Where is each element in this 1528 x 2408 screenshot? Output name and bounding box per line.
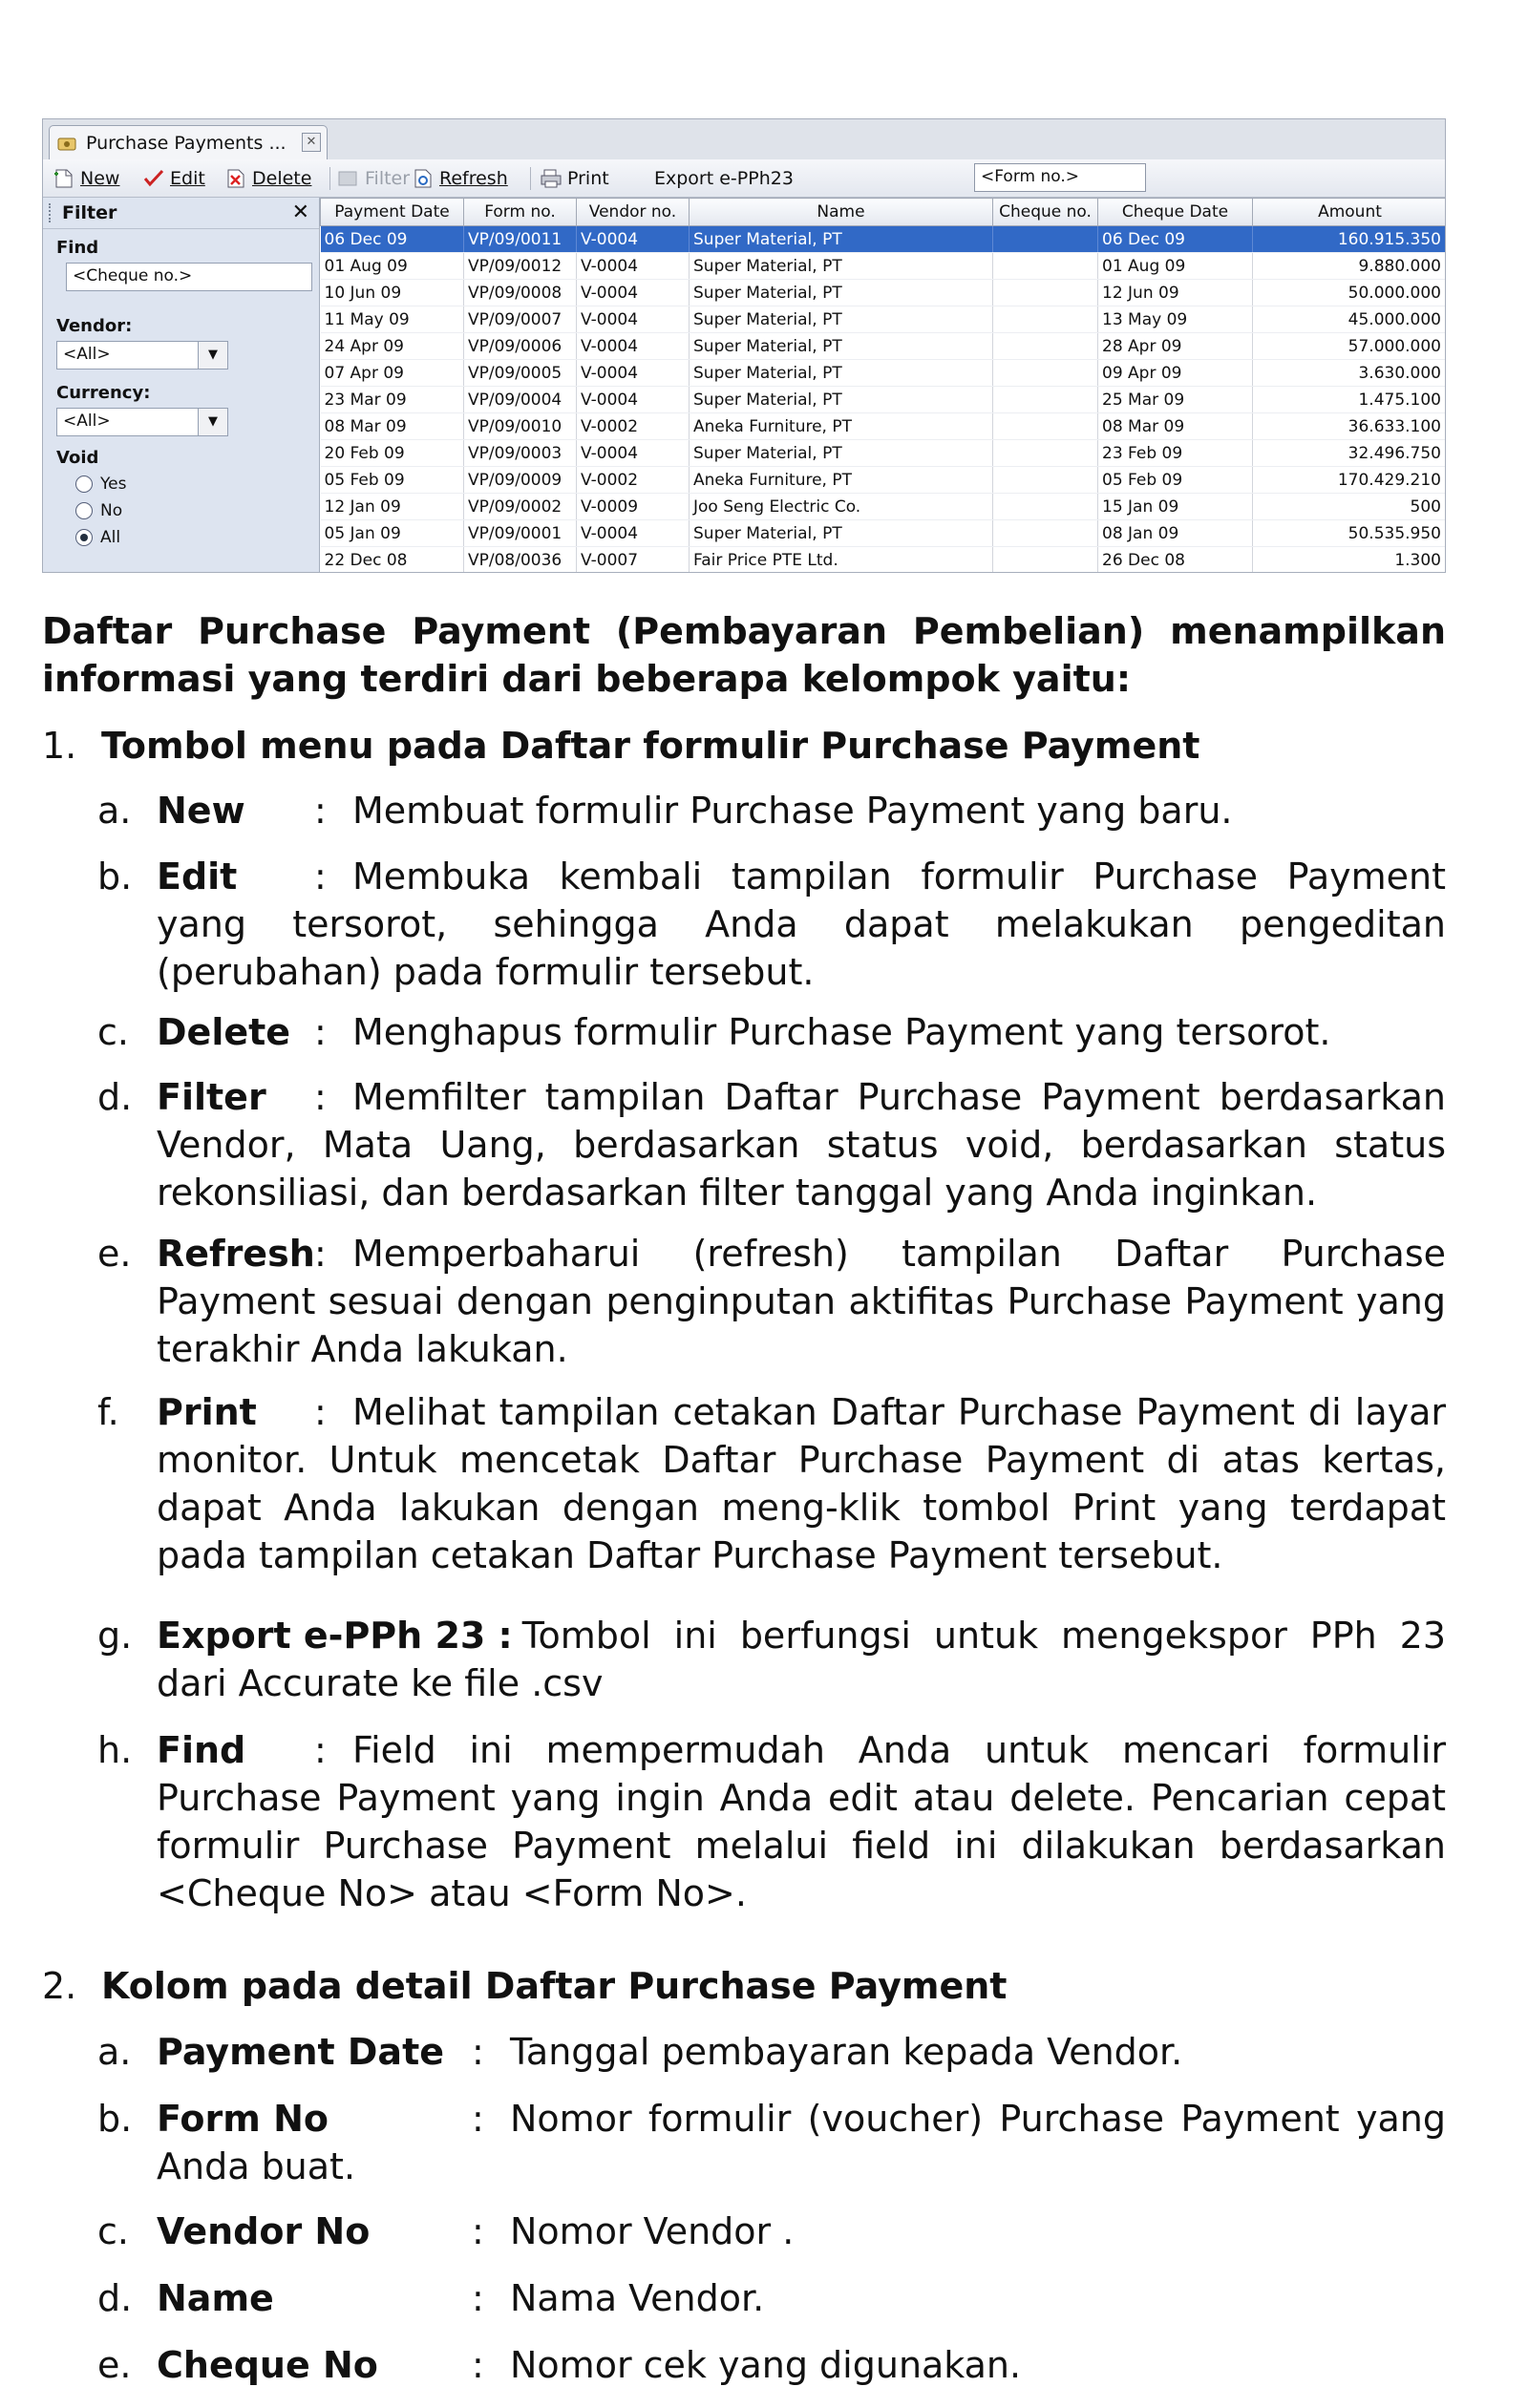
item-term: New [157, 790, 245, 832]
payment-date-cell: 08 Mar 09 [321, 413, 464, 440]
item-letter: g. [97, 1615, 133, 1657]
item-letter: f. [97, 1391, 119, 1433]
form-no-cell: VP/09/0003 [464, 440, 577, 467]
filter-panel [43, 198, 320, 573]
vendor-no-cell: V-0004 [577, 360, 690, 387]
find-label: Find [56, 238, 99, 258]
item-description: Nomor cek yang digunakan. [510, 2344, 1022, 2386]
cheque-date-cell: 08 Jan 09 [1098, 520, 1253, 547]
cheque-no-cell [993, 467, 1098, 494]
name-cell: Super Material, PT [690, 440, 993, 467]
cheque-no-cell [993, 360, 1098, 387]
cheque-no-cell [993, 494, 1098, 520]
table-row[interactable] [321, 253, 1447, 280]
payment-date-cell: 05 Jan 09 [321, 520, 464, 547]
form-no-cell: VP/08/0036 [464, 547, 577, 574]
vendor-no-cell: V-0004 [577, 440, 690, 467]
new-button[interactable] [53, 165, 119, 192]
cheque-date-cell: 26 Dec 08 [1098, 547, 1253, 574]
colon: : [472, 2210, 484, 2252]
filter-button[interactable] [337, 165, 410, 192]
colon: : [314, 1076, 327, 1118]
vendor-no-cell: V-0004 [577, 387, 690, 413]
form-no-cell: VP/09/0007 [464, 306, 577, 333]
name-cell: Aneka Furniture, PT [690, 413, 993, 440]
vendor-value: <All> [63, 345, 111, 364]
vendor-no-cell: V-0009 [577, 494, 690, 520]
void-option-label: No [100, 501, 123, 520]
name-cell: Super Material, PT [690, 226, 993, 253]
find-placeholder: <Cheque no.> [73, 266, 193, 285]
filter-title: Filter [62, 202, 117, 223]
colon: : [472, 2344, 484, 2386]
payment-date-cell: 05 Feb 09 [321, 467, 464, 494]
form-no-search-input[interactable] [974, 163, 1146, 192]
cheque-no-cell [993, 333, 1098, 360]
column-header-vendor-no[interactable]: Vendor no. [577, 199, 690, 226]
column-header-name[interactable]: Name [690, 199, 993, 226]
item-term: Refresh [157, 1233, 315, 1275]
print-label: Print [567, 168, 609, 189]
cheque-date-cell: 28 Apr 09 [1098, 333, 1253, 360]
item-description: Nomor formulir (voucher) Purchase Payment yang Anda buat. [157, 2098, 1446, 2187]
intro-paragraph: Daftar Purchase Payment (Pembayaran Pembelian) menampilkan informasi yang terdiri dari beberapa kelompok yaitu: [42, 610, 1446, 700]
print-button[interactable] [540, 165, 609, 192]
currency-label: Currency: [56, 383, 151, 403]
edit-icon [142, 168, 165, 189]
colon: : [314, 855, 327, 898]
table-row[interactable] [321, 280, 1447, 306]
item-letter: d. [97, 1076, 133, 1118]
payment-date-cell: 01 Aug 09 [321, 253, 464, 280]
cheque-date-cell: 06 Dec 09 [1098, 226, 1253, 253]
payment-date-cell: 24 Apr 09 [321, 333, 464, 360]
toolbar-separator [530, 167, 531, 190]
item-description: Membuka kembali tampilan formulir Purchase Payment yang tersorot, sehingga Anda dapat melakukan pengeditan (perubahan) pada formulir tersebut. [157, 855, 1446, 993]
new-label: New [80, 168, 120, 189]
item-term: Payment Date [157, 2031, 445, 2073]
item-description: Menghapus formulir Purchase Payment yang tersorot. [352, 1011, 1331, 1053]
payments-icon [55, 133, 80, 154]
item-description: Memfilter tampilan Daftar Purchase Payment berdasarkan Vendor, Mata Uang, berdasarkan status void, berdasarkan status rekonsiliasi, dan berdasarkan filter tanggal yang Anda inginkan. [157, 1076, 1446, 1214]
colon: : [314, 1729, 327, 1771]
export-label: Export e-PPh23 [654, 168, 794, 189]
delete-button[interactable] [224, 165, 311, 192]
cheque-no-find-input[interactable] [66, 263, 312, 291]
table-row[interactable] [321, 520, 1447, 547]
item-description: Nomor Vendor . [510, 2210, 795, 2252]
amount-cell: 36.633.100 [1253, 413, 1447, 440]
purchase-payment-grid [320, 198, 1446, 573]
vendor-no-cell: V-0004 [577, 306, 690, 333]
filter-icon [337, 168, 360, 189]
payment-date-cell: 22 Dec 08 [321, 547, 464, 574]
grip-icon[interactable] [49, 203, 54, 222]
name-cell: Aneka Furniture, PT [690, 467, 993, 494]
refresh-button[interactable] [412, 165, 508, 192]
form-no-cell: VP/09/0009 [464, 467, 577, 494]
table-row[interactable] [321, 413, 1447, 440]
edit-button[interactable] [142, 165, 205, 192]
section-number: 1. [42, 725, 77, 767]
name-cell: Super Material, PT [690, 253, 993, 280]
cheque-no-cell [993, 413, 1098, 440]
edit-label: Edit [170, 168, 205, 189]
item-term: Form No [157, 2098, 329, 2140]
item-description: Tombol ini berfungsi untuk mengekspor PPh 23 dari Accurate ke file .csv [157, 1615, 1446, 1704]
column-header-form-no[interactable]: Form no. [464, 199, 577, 226]
table-row[interactable] [321, 360, 1447, 387]
name-cell: Super Material, PT [690, 387, 993, 413]
filter-panel-header [43, 198, 319, 229]
form-no-placeholder: <Form no.> [981, 167, 1079, 186]
cheque-no-cell [993, 226, 1098, 253]
form-no-cell: VP/09/0006 [464, 333, 577, 360]
name-cell: Super Material, PT [690, 520, 993, 547]
close-icon[interactable]: ✕ [302, 133, 321, 152]
item-description: Tanggal pembayaran kepada Vendor. [510, 2031, 1183, 2073]
table-row[interactable] [321, 226, 1447, 253]
name-cell: Super Material, PT [690, 360, 993, 387]
item-term: Vendor No [157, 2210, 371, 2252]
cheque-date-cell: 08 Mar 09 [1098, 413, 1253, 440]
item-term: Filter [157, 1076, 266, 1118]
colon: : [472, 2277, 484, 2319]
payment-date-cell: 07 Apr 09 [321, 360, 464, 387]
table-row[interactable] [321, 547, 1447, 574]
form-no-cell: VP/09/0002 [464, 494, 577, 520]
cheque-date-cell: 23 Feb 09 [1098, 440, 1253, 467]
payment-date-cell: 10 Jun 09 [321, 280, 464, 306]
payment-date-cell: 20 Feb 09 [321, 440, 464, 467]
name-cell: Super Material, PT [690, 306, 993, 333]
amount-cell: 50.000.000 [1253, 280, 1447, 306]
purchase-payments-window [42, 118, 1446, 573]
cheque-no-cell [993, 253, 1098, 280]
form-no-cell: VP/09/0004 [464, 387, 577, 413]
amount-cell: 160.915.350 [1253, 226, 1447, 253]
amount-cell: 50.535.950 [1253, 520, 1447, 547]
cheque-date-cell: 13 May 09 [1098, 306, 1253, 333]
filter-label: Filter [365, 168, 411, 189]
item-letter: d. [97, 2277, 133, 2319]
item-description: Field ini mempermudah Anda untuk mencari formulir Purchase Payment yang ingin Anda edit atau delete. Pencarian cepat formulir Purchase Payment melalui field ini dilakukan berdasarkan <Cheque No> atau <Form No>. [157, 1729, 1446, 1914]
tab-strip [43, 119, 1445, 159]
item-letter: e. [97, 2344, 132, 2386]
radio-icon [75, 475, 93, 493]
printer-icon [540, 168, 562, 189]
amount-cell: 57.000.000 [1253, 333, 1447, 360]
form-no-cell: VP/09/0012 [464, 253, 577, 280]
item-term: Find [157, 1729, 246, 1771]
amount-cell: 3.630.000 [1253, 360, 1447, 387]
vendor-no-cell: V-0002 [577, 413, 690, 440]
chevron-down-icon[interactable]: ▼ [198, 409, 227, 435]
colon: : [314, 790, 327, 832]
form-no-cell: VP/09/0011 [464, 226, 577, 253]
new-icon [53, 168, 75, 189]
colon: : [472, 2031, 484, 2073]
currency-select[interactable] [56, 408, 228, 436]
section-number: 2. [42, 1965, 77, 2007]
item-letter: b. [97, 2098, 133, 2140]
column-header-amount[interactable]: Amount [1253, 199, 1447, 226]
colon: : [314, 1011, 327, 1053]
void-label: Void [56, 448, 99, 468]
grid-header-row [321, 199, 1447, 226]
vendor-no-cell: V-0002 [577, 467, 690, 494]
item-letter: b. [97, 855, 133, 898]
section-title: Kolom pada detail Daftar Purchase Payment [101, 1965, 1008, 2007]
toolbar-separator [329, 167, 330, 190]
chevron-down-icon[interactable]: ▼ [198, 342, 227, 369]
table-row[interactable] [321, 333, 1447, 360]
tab-purchase-payments[interactable] [49, 125, 328, 159]
item-description: Melihat tampilan cetakan Daftar Purchase Payment di layar monitor. Untuk mencetak Daftar Purchase Payment di atas kertas, dapat Anda lakukan dengan meng-klik tombol Print yang terdapat pada tampilan cetakan Daftar Purchase Payment tersebut. [157, 1391, 1446, 1576]
vendor-no-cell: V-0007 [577, 547, 690, 574]
colon: : [314, 1391, 327, 1433]
item-term: Edit [157, 855, 238, 898]
cheque-date-cell: 12 Jun 09 [1098, 280, 1253, 306]
void-radio-no[interactable] [75, 501, 122, 520]
amount-cell: 500 [1253, 494, 1447, 520]
table-row[interactable] [321, 440, 1447, 467]
cheque-date-cell: 01 Aug 09 [1098, 253, 1253, 280]
export-eppph23-button[interactable] [654, 165, 794, 192]
cheque-date-cell: 25 Mar 09 [1098, 387, 1253, 413]
payment-date-cell: 23 Mar 09 [321, 387, 464, 413]
payment-date-cell: 12 Jan 09 [321, 494, 464, 520]
vendor-no-cell: V-0004 [577, 280, 690, 306]
column-header-cheque-date[interactable]: Cheque Date [1098, 199, 1253, 226]
radio-icon [75, 502, 93, 519]
amount-cell: 45.000.000 [1253, 306, 1447, 333]
item-description: Nama Vendor. [510, 2277, 765, 2319]
cheque-no-cell [993, 306, 1098, 333]
column-header-cheque-no[interactable]: Cheque no. [993, 199, 1098, 226]
item-term: Cheque No [157, 2344, 378, 2386]
vendor-no-cell: V-0004 [577, 226, 690, 253]
void-option-label: All [100, 528, 121, 547]
close-icon[interactable]: ✕ [291, 201, 309, 224]
vendor-no-cell: V-0004 [577, 520, 690, 547]
colon: : [472, 2098, 484, 2140]
item-description: Memperbaharui (refresh) tampilan Daftar Purchase Payment sesuai dengan penginputan aktifitas Purchase Payment yang terakhir Anda lakukan. [157, 1233, 1446, 1370]
amount-cell: 170.429.210 [1253, 467, 1447, 494]
vendor-no-cell: V-0004 [577, 253, 690, 280]
currency-value: <All> [63, 412, 111, 431]
payment-date-cell: 06 Dec 09 [321, 226, 464, 253]
cheque-no-cell [993, 280, 1098, 306]
delete-icon [224, 168, 247, 189]
tab-title: Purchase Payments ... [86, 132, 286, 154]
cheque-no-cell [993, 520, 1098, 547]
table-row[interactable] [321, 306, 1447, 333]
item-letter: c. [97, 2210, 129, 2252]
void-radio-yes[interactable] [75, 475, 126, 494]
payment-date-cell: 11 May 09 [321, 306, 464, 333]
amount-cell: 9.880.000 [1253, 253, 1447, 280]
toolbar [43, 159, 1445, 198]
refresh-label: Refresh [439, 168, 508, 189]
cheque-date-cell: 09 Apr 09 [1098, 360, 1253, 387]
item-term: Print [157, 1391, 257, 1433]
name-cell: Super Material, PT [690, 333, 993, 360]
form-no-cell: VP/09/0010 [464, 413, 577, 440]
name-cell: Fair Price PTE Ltd. [690, 547, 993, 574]
item-letter: h. [97, 1729, 133, 1771]
table-row[interactable] [321, 494, 1447, 520]
vendor-label: Vendor: [56, 316, 133, 336]
void-option-label: Yes [100, 475, 127, 494]
item-letter: c. [97, 1011, 129, 1053]
cheque-no-cell [993, 440, 1098, 467]
item-term: Delete [157, 1011, 291, 1053]
column-header-payment-date[interactable]: Payment Date [321, 199, 464, 226]
colon: : [314, 1233, 327, 1275]
delete-label: Delete [252, 168, 312, 189]
cheque-date-cell: 15 Jan 09 [1098, 494, 1253, 520]
amount-cell: 1.300 [1253, 547, 1447, 574]
cheque-date-cell: 05 Feb 09 [1098, 467, 1253, 494]
void-radio-all[interactable] [75, 528, 120, 547]
refresh-icon [412, 168, 435, 189]
radio-selected-icon [75, 529, 93, 546]
table-row[interactable] [321, 387, 1447, 413]
name-cell: Super Material, PT [690, 280, 993, 306]
cheque-no-cell [993, 387, 1098, 413]
amount-cell: 1.475.100 [1253, 387, 1447, 413]
item-letter: e. [97, 1233, 132, 1275]
item-term: Name [157, 2277, 274, 2319]
vendor-select[interactable] [56, 341, 228, 370]
form-no-cell: VP/09/0001 [464, 520, 577, 547]
vendor-no-cell: V-0004 [577, 333, 690, 360]
item-term: Export e-PPh 23 : [157, 1615, 513, 1657]
form-no-cell: VP/09/0008 [464, 280, 577, 306]
table-row[interactable] [321, 467, 1447, 494]
item-letter: a. [97, 790, 132, 832]
amount-cell: 32.496.750 [1253, 440, 1447, 467]
item-letter: a. [97, 2031, 132, 2073]
section-title: Tombol menu pada Daftar formulir Purchase Payment [101, 725, 1200, 767]
form-no-cell: VP/09/0005 [464, 360, 577, 387]
item-description: Membuat formulir Purchase Payment yang baru. [352, 790, 1233, 832]
name-cell: Joo Seng Electric Co. [690, 494, 993, 520]
cheque-no-cell [993, 547, 1098, 574]
